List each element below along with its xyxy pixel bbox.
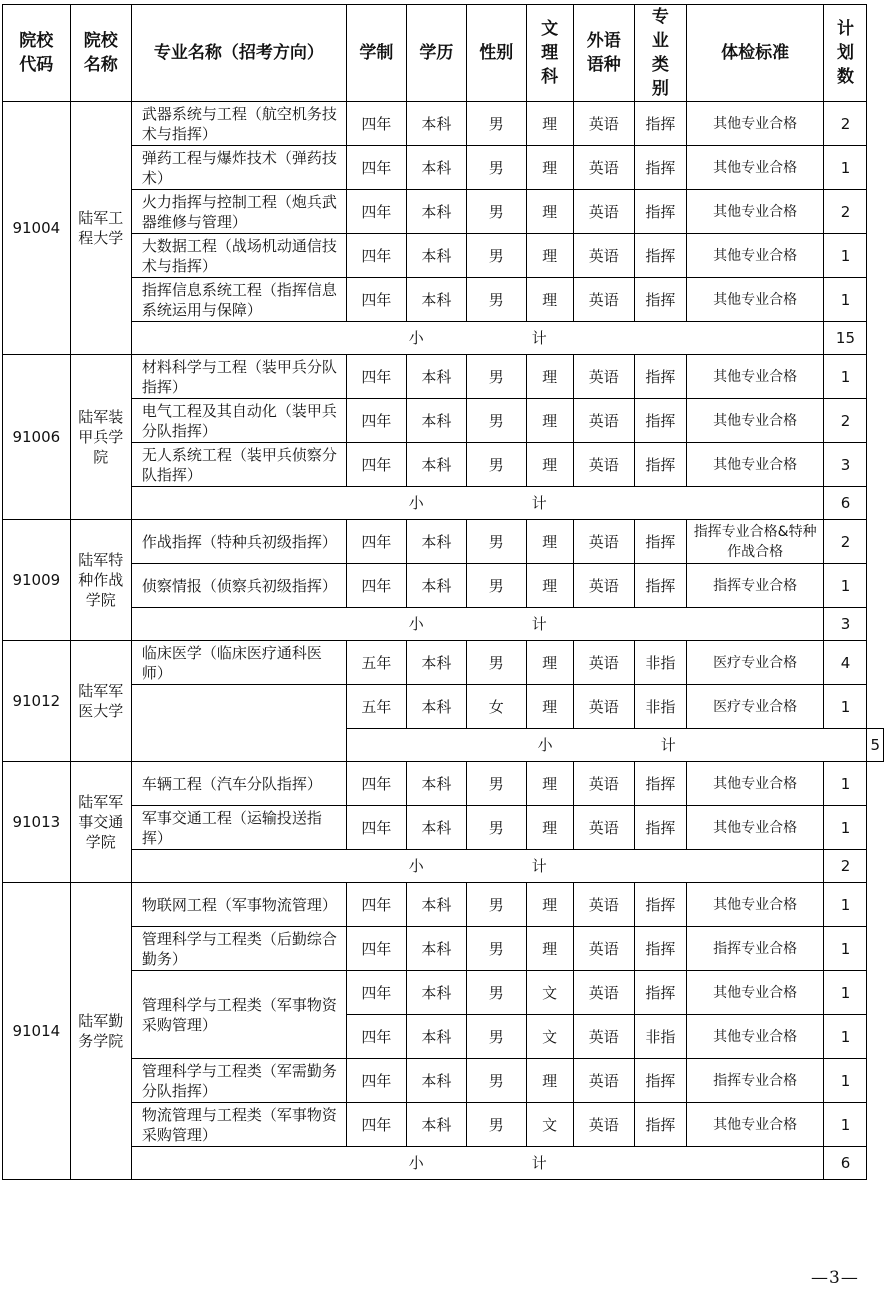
subtotal-label-right: 计 [531,857,547,875]
gender: 男 [466,641,526,685]
admission-plan-table [2,4,884,1180]
language: 英语 [573,1103,634,1147]
language: 英语 [573,190,634,234]
track: 文 [526,971,573,1015]
language: 英语 [573,927,634,971]
quota: 1 [824,1103,867,1147]
degree: 本科 [406,102,466,146]
medical-standard: 其他专业合格 [686,278,824,322]
table-row [3,1059,884,1103]
language: 英语 [573,443,634,487]
degree: 本科 [406,1103,466,1147]
table-row [3,685,884,729]
subtotal-label-right: 计 [660,736,676,754]
subtotal-label-right: 计 [531,615,547,633]
subtotal-label-left: 小 [537,736,553,754]
subtotal-label [346,729,867,762]
school-code: 91009 [3,520,71,641]
major-name: 临床医学（临床医疗通科医师） [131,641,346,685]
category: 指挥 [635,399,687,443]
degree: 本科 [406,146,466,190]
major-name: 指挥信息系统工程（指挥信息系统运用与保障） [131,278,346,322]
quota: 2 [824,520,867,564]
quota: 1 [824,146,867,190]
quota: 1 [824,685,867,729]
table-row [3,971,884,1015]
table-row [3,102,884,146]
subtotal-value: 5 [867,729,884,762]
language: 英语 [573,102,634,146]
gender: 男 [466,762,526,806]
medical-standard: 其他专业合格 [686,102,824,146]
degree: 本科 [406,564,466,608]
medical-standard: 其他专业合格 [686,399,824,443]
medical-standard: 医疗专业合格 [686,641,824,685]
table-row [3,443,884,487]
subtotal-row [3,322,884,355]
degree: 本科 [406,883,466,927]
category: 指挥 [635,762,687,806]
track: 理 [526,883,573,927]
table-row [3,883,884,927]
major-name: 电气工程及其自动化（装甲兵分队指挥） [131,399,346,443]
category: 指挥 [635,102,687,146]
table-row [3,520,884,564]
gender: 男 [466,399,526,443]
category: 指挥 [635,971,687,1015]
language: 英语 [573,355,634,399]
school-code: 91014 [3,883,71,1180]
study-length: 四年 [346,146,406,190]
degree: 本科 [406,520,466,564]
school-name: 陆军特种作战学院 [70,520,131,641]
gender: 男 [466,190,526,234]
major-name: 管理科学与工程类（军需勤务分队指挥） [131,1059,346,1103]
quota: 1 [824,762,867,806]
medical-standard: 指挥专业合格 [686,564,824,608]
quota: 2 [824,399,867,443]
major-name: 物联网工程（军事物流管理） [131,883,346,927]
category: 指挥 [635,883,687,927]
track: 理 [526,443,573,487]
medical-standard: 其他专业合格 [686,762,824,806]
category: 指挥 [635,234,687,278]
degree: 本科 [406,685,466,729]
track: 理 [526,146,573,190]
school-name: 陆军装甲兵学院 [70,355,131,520]
track: 理 [526,1059,573,1103]
track: 理 [526,234,573,278]
language: 英语 [573,685,634,729]
subtotal-label-right: 计 [531,1154,547,1172]
degree: 本科 [406,806,466,850]
subtotal-row [3,1147,884,1180]
category: 非指 [635,641,687,685]
school-name: 陆军勤务学院 [70,883,131,1180]
study-length: 四年 [346,564,406,608]
gender: 男 [466,971,526,1015]
degree: 本科 [406,190,466,234]
category: 指挥 [635,1059,687,1103]
category: 指挥 [635,520,687,564]
table-row [3,190,884,234]
study-length: 四年 [346,927,406,971]
major-name: 侦察情报（侦察兵初级指挥） [131,564,346,608]
medical-standard: 指挥专业合格 [686,1059,824,1103]
language: 英语 [573,564,634,608]
degree: 本科 [406,399,466,443]
subtotal-label-right: 计 [531,494,547,512]
category: 非指 [635,1015,687,1059]
quota: 1 [824,1015,867,1059]
category: 指挥 [635,190,687,234]
degree: 本科 [406,443,466,487]
major-name: 管理科学与工程类（后勤综合勤务） [131,927,346,971]
medical-standard: 其他专业合格 [686,190,824,234]
study-length: 五年 [346,641,406,685]
quota: 1 [824,1059,867,1103]
degree: 本科 [406,641,466,685]
school-code: 91006 [3,355,71,520]
track: 理 [526,927,573,971]
track: 理 [526,102,573,146]
gender: 男 [466,443,526,487]
category: 非指 [635,685,687,729]
table-row [3,564,884,608]
quota: 1 [824,806,867,850]
quota: 1 [824,234,867,278]
medical-standard: 其他专业合格 [686,234,824,278]
major-name [131,685,346,762]
table-row [3,399,884,443]
medical-standard: 其他专业合格 [686,971,824,1015]
subtotal-value: 6 [824,1147,867,1180]
header-row [3,5,884,102]
table-row [3,234,884,278]
study-length: 四年 [346,971,406,1015]
track: 理 [526,641,573,685]
subtotal-label-left: 小 [408,329,424,347]
header-quota: 计划数 [824,5,867,102]
gender: 男 [466,1059,526,1103]
track: 理 [526,806,573,850]
table-row [3,806,884,850]
quota: 1 [824,927,867,971]
gender: 男 [466,806,526,850]
study-length: 四年 [346,520,406,564]
track: 理 [526,190,573,234]
quota: 1 [824,278,867,322]
language: 英语 [573,641,634,685]
category: 指挥 [635,443,687,487]
subtotal-label [131,608,824,641]
header-language: 外语语种 [573,5,634,102]
track: 理 [526,278,573,322]
gender: 男 [466,564,526,608]
quota: 2 [824,102,867,146]
degree: 本科 [406,971,466,1015]
degree: 本科 [406,927,466,971]
major-name: 弹药工程与爆炸技术（弹药技术） [131,146,346,190]
degree: 本科 [406,234,466,278]
subtotal-label-left: 小 [408,857,424,875]
table-row [3,927,884,971]
subtotal-label-left: 小 [408,615,424,633]
gender: 男 [466,520,526,564]
study-length: 四年 [346,443,406,487]
medical-standard: 其他专业合格 [686,355,824,399]
school-code: 91013 [3,762,71,883]
subtotal-row [3,850,884,883]
track: 理 [526,564,573,608]
quota: 3 [824,443,867,487]
study-length: 四年 [346,1059,406,1103]
header-standard: 体检标准 [686,5,824,102]
language: 英语 [573,399,634,443]
subtotal-row [3,487,884,520]
language: 英语 [573,278,634,322]
category: 指挥 [635,806,687,850]
language: 英语 [573,1015,634,1059]
subtotal-label-right: 计 [531,329,547,347]
language: 英语 [573,520,634,564]
study-length: 四年 [346,234,406,278]
study-length: 四年 [346,278,406,322]
track: 文 [526,1103,573,1147]
study-length: 四年 [346,190,406,234]
table-row [3,278,884,322]
table-row [3,762,884,806]
school-code: 91004 [3,102,71,355]
gender: 女 [466,685,526,729]
gender: 男 [466,234,526,278]
subtotal-value: 2 [824,850,867,883]
header-gender: 性别 [466,5,526,102]
language: 英语 [573,1059,634,1103]
table-row [3,641,884,685]
medical-standard: 其他专业合格 [686,1103,824,1147]
category: 指挥 [635,1103,687,1147]
subtotal-label-left: 小 [408,1154,424,1172]
table-row [3,355,884,399]
track: 理 [526,399,573,443]
language: 英语 [573,762,634,806]
study-length: 四年 [346,399,406,443]
track: 理 [526,520,573,564]
quota: 2 [824,190,867,234]
study-length: 四年 [346,355,406,399]
header-category: 专业类别 [635,5,687,102]
subtotal-label-left: 小 [408,494,424,512]
subtotal-label [131,850,824,883]
subtotal-label [131,1147,824,1180]
medical-standard: 其他专业合格 [686,146,824,190]
major-name: 物流管理与工程类（军事物资采购管理） [131,1103,346,1147]
category: 指挥 [635,564,687,608]
header-length: 学制 [346,5,406,102]
school-name: 陆军军医大学 [70,641,131,762]
category: 指挥 [635,355,687,399]
medical-standard: 医疗专业合格 [686,685,824,729]
study-length: 四年 [346,1015,406,1059]
gender: 男 [466,278,526,322]
category: 指挥 [635,146,687,190]
school-code: 91012 [3,641,71,762]
quota: 1 [824,971,867,1015]
major-name: 军事交通工程（运输投送指挥） [131,806,346,850]
medical-standard: 指挥专业合格 [686,927,824,971]
language: 英语 [573,883,634,927]
medical-standard: 其他专业合格 [686,1015,824,1059]
subtotal-label [131,322,824,355]
major-name: 武器系统与工程（航空机务技术与指挥） [131,102,346,146]
study-length: 四年 [346,102,406,146]
page-number: —3— [811,1268,859,1288]
gender: 男 [466,927,526,971]
degree: 本科 [406,355,466,399]
study-length: 四年 [346,883,406,927]
track: 文 [526,1015,573,1059]
medical-standard: 其他专业合格 [686,806,824,850]
subtotal-value: 6 [824,487,867,520]
header-degree: 学历 [406,5,466,102]
track: 理 [526,762,573,806]
degree: 本科 [406,1015,466,1059]
degree: 本科 [406,762,466,806]
language: 英语 [573,146,634,190]
medical-standard: 其他专业合格 [686,883,824,927]
degree: 本科 [406,1059,466,1103]
header-major: 专业名称（招考方向） [131,5,346,102]
header-name: 院校名称 [70,5,131,102]
gender: 男 [466,1103,526,1147]
language: 英语 [573,971,634,1015]
track: 理 [526,685,573,729]
language: 英语 [573,806,634,850]
major-name: 材料科学与工程（装甲兵分队指挥） [131,355,346,399]
header-code: 院校代码 [3,5,71,102]
category: 指挥 [635,278,687,322]
category: 指挥 [635,927,687,971]
study-length: 四年 [346,1103,406,1147]
gender: 男 [466,146,526,190]
study-length: 四年 [346,806,406,850]
school-name: 陆军工程大学 [70,102,131,355]
table-row [3,1103,884,1147]
subtotal-value: 3 [824,608,867,641]
major-name: 无人系统工程（装甲兵侦察分队指挥） [131,443,346,487]
gender: 男 [466,102,526,146]
language: 英语 [573,234,634,278]
gender: 男 [466,1015,526,1059]
major-name: 作战指挥（特种兵初级指挥） [131,520,346,564]
subtotal-label [131,487,824,520]
track: 理 [526,355,573,399]
medical-standard: 其他专业合格 [686,443,824,487]
quota: 1 [824,355,867,399]
major-name: 火力指挥与控制工程（炮兵武器维修与管理） [131,190,346,234]
major-name: 车辆工程（汽车分队指挥） [131,762,346,806]
quota: 4 [824,641,867,685]
gender: 男 [466,355,526,399]
degree: 本科 [406,278,466,322]
header-track: 文理科 [526,5,573,102]
study-length: 四年 [346,762,406,806]
table-row [3,146,884,190]
study-length: 五年 [346,685,406,729]
gender: 男 [466,883,526,927]
quota: 1 [824,883,867,927]
major-name: 大数据工程（战场机动通信技术与指挥） [131,234,346,278]
subtotal-value: 15 [824,322,867,355]
quota: 1 [824,564,867,608]
medical-standard: 指挥专业合格&特种作战合格 [686,520,824,564]
subtotal-row [3,608,884,641]
school-name: 陆军军事交通学院 [70,762,131,883]
major-name: 管理科学与工程类（军事物资采购管理） [131,971,346,1059]
